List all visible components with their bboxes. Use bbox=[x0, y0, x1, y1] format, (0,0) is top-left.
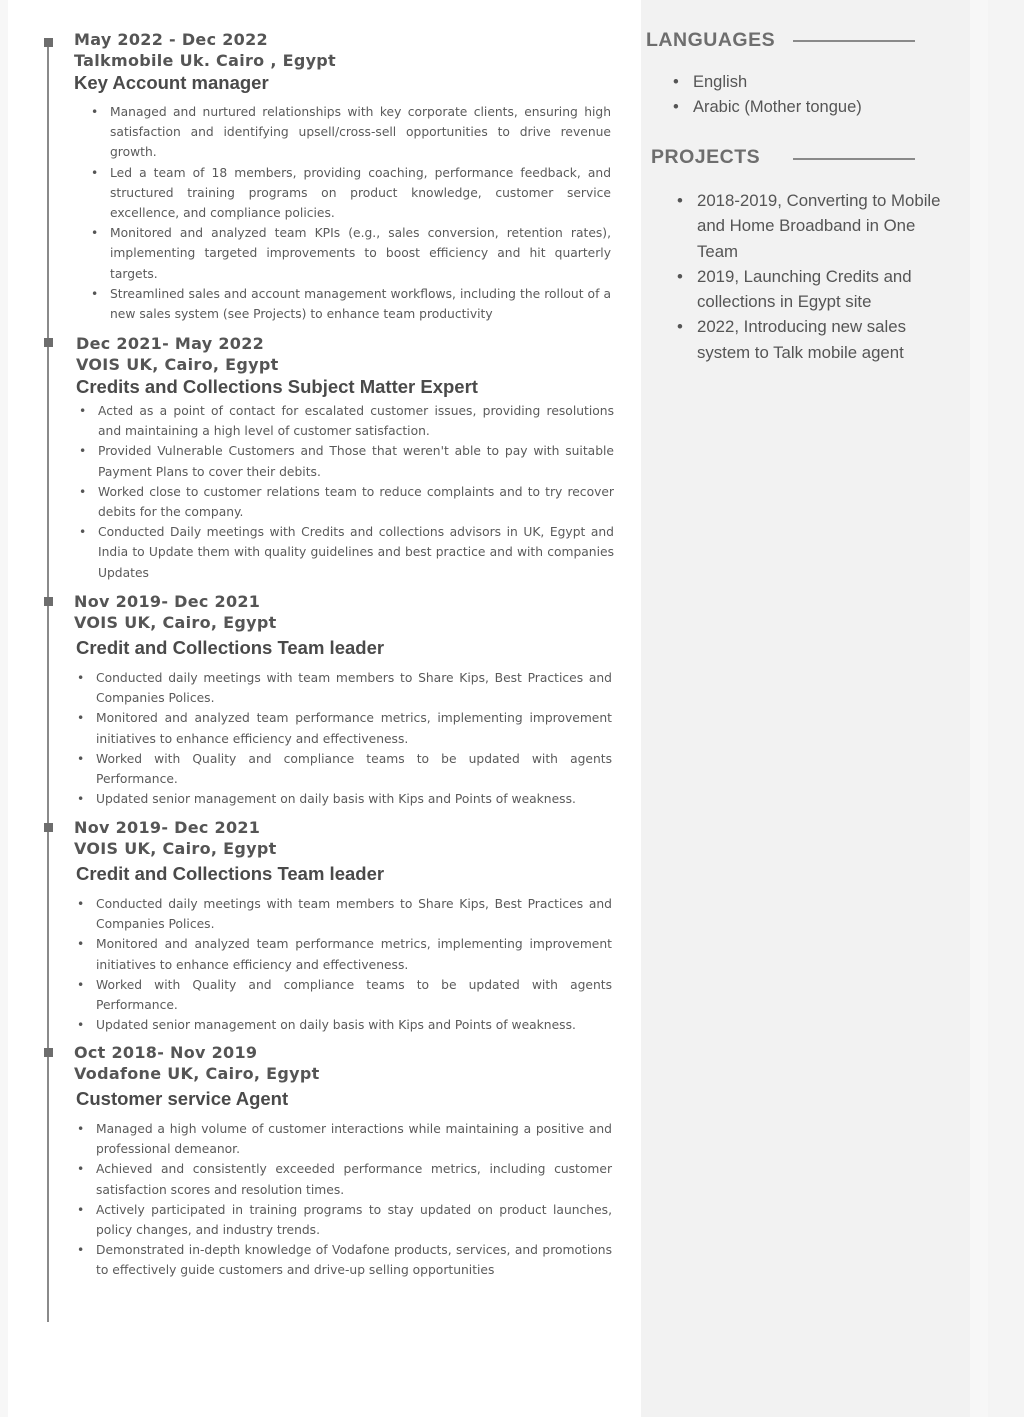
timeline-marker bbox=[44, 1048, 53, 1057]
project-item: • 2022, Introducing new sales system to Talk mobile agent bbox=[675, 314, 947, 365]
page-margin bbox=[988, 0, 1024, 1417]
job-date: May 2022 - Dec 2022 bbox=[74, 30, 268, 49]
job-entry bbox=[74, 591, 614, 809]
job-company: Vodafone UK, Cairo, Egypt bbox=[74, 1064, 320, 1083]
job-bullet: • Acted as a point of contact for escalated customer issues, providing resolutions and maintaining a high level of customer satisfaction. bbox=[76, 401, 614, 441]
job-bullet: • Monitored and analyzed team performance metrics, implementing improvement initiatives to enhance efficiency and effectiveness. bbox=[74, 708, 612, 748]
job-bullet: • Updated senior management on daily basis with Kips and Points of weakness. bbox=[74, 1015, 612, 1035]
languages-heading: LANGUAGES bbox=[646, 29, 776, 51]
job-bullet: • Monitored and analyzed team KPIs (e.g., sales conversion, retention rates), implementing targeted improvements to boost efficiency and hit quarterly targets. bbox=[88, 223, 611, 284]
section-divider bbox=[793, 40, 915, 42]
job-bullet: • Managed a high volume of customer interactions while maintaining a positive and professional demeanor. bbox=[74, 1119, 612, 1159]
job-date: Dec 2021- May 2022 bbox=[76, 334, 265, 353]
job-title: Credits and Collections Subject Matter Expert bbox=[76, 376, 478, 397]
job-company: Talkmobile Uk. Cairo , Egypt bbox=[74, 51, 337, 70]
job-entry bbox=[74, 29, 614, 324]
timeline-line bbox=[47, 40, 49, 1322]
job-bullet: • Actively participated in training programs to stay updated on product launches, policy changes, and industry trends. bbox=[74, 1200, 612, 1240]
job-date: Oct 2018- Nov 2019 bbox=[74, 1043, 258, 1062]
job-title: Credit and Collections Team leader bbox=[76, 637, 385, 658]
timeline-marker bbox=[44, 823, 53, 832]
job-title: Key Account manager bbox=[74, 72, 269, 93]
language-item: • Arabic (Mother tongue) bbox=[671, 95, 961, 120]
job-bullet: • Monitored and analyzed team performance metrics, implementing improvement initiatives to enhance efficiency and effectiveness. bbox=[74, 934, 612, 974]
job-bullet: • Provided Vulnerable Customers and Those that weren't able to pay with suitable Payment Plans to cover their debits. bbox=[76, 441, 614, 481]
languages-list bbox=[671, 70, 961, 120]
job-date: Nov 2019- Dec 2021 bbox=[74, 818, 261, 837]
job-bullets bbox=[74, 1119, 612, 1281]
timeline-marker bbox=[44, 338, 53, 347]
job-bullets bbox=[76, 401, 614, 583]
job-company: VOIS UK, Cairo, Egypt bbox=[74, 613, 277, 632]
project-item: • 2019, Launching Credits and collections in Egypt site bbox=[675, 264, 947, 315]
projects-heading: PROJECTS bbox=[651, 146, 761, 168]
job-bullet: • Worked close to customer relations team to reduce complaints and to try recover debits for the company. bbox=[76, 482, 614, 522]
projects-list bbox=[675, 188, 947, 365]
timeline-marker bbox=[44, 38, 53, 47]
job-title: Customer service Agent bbox=[76, 1088, 289, 1109]
job-date: Nov 2019- Dec 2021 bbox=[74, 592, 261, 611]
job-bullet: • Conducted daily meetings with team members to Share Kips, Best Practices and Companies Polices. bbox=[74, 668, 612, 708]
job-bullet: • Demonstrated in-depth knowledge of Vodafone products, services, and promotions to effectively guide customers and drive-up selling opportunities bbox=[74, 1240, 612, 1280]
job-entry bbox=[74, 1042, 614, 1281]
job-bullets bbox=[74, 668, 612, 809]
timeline-marker bbox=[44, 597, 53, 606]
job-bullet: • Updated senior management on daily basis with Kips and Points of weakness. bbox=[74, 789, 612, 809]
job-entry bbox=[76, 333, 616, 583]
section-divider bbox=[793, 158, 915, 160]
job-bullets bbox=[74, 102, 611, 324]
job-bullets bbox=[74, 894, 612, 1035]
job-bullet: • Led a team of 18 members, providing coaching, performance feedback, and structured training programs on product knowledge, customer service excellence, and compliance policies. bbox=[88, 163, 611, 224]
job-bullet: • Achieved and consistently exceeded performance metrics, including customer satisfaction scores and resolution times. bbox=[74, 1159, 612, 1199]
language-item: • English bbox=[671, 70, 961, 95]
job-bullet: • Managed and nurtured relationships with key corporate clients, ensuring high satisfaction and identifying upsell/cross-sell opportunities to drive revenue growth. bbox=[88, 102, 611, 163]
job-entry bbox=[74, 817, 614, 1035]
job-bullet: • Conducted Daily meetings with Credits and collections advisors in UK, Egypt and India to Update them with quality guidelines and best practice and with companies Updates bbox=[76, 522, 614, 583]
project-item: • 2018-2019, Converting to Mobile and Home Broadband in One Team bbox=[675, 188, 947, 264]
job-bullet: • Conducted daily meetings with team members to Share Kips, Best Practices and Companies Polices. bbox=[74, 894, 612, 934]
job-bullet: • Streamlined sales and account management workflows, including the rollout of a new sales system (see Projects) to enhance team productivity bbox=[88, 284, 611, 324]
job-bullet: • Worked with Quality and compliance teams to be updated with agents Performance. bbox=[74, 749, 612, 789]
job-company: VOIS UK, Cairo, Egypt bbox=[76, 355, 279, 374]
job-company: VOIS UK, Cairo, Egypt bbox=[74, 839, 277, 858]
job-bullet: • Worked with Quality and compliance teams to be updated with agents Performance. bbox=[74, 975, 612, 1015]
job-title: Credit and Collections Team leader bbox=[76, 863, 385, 884]
